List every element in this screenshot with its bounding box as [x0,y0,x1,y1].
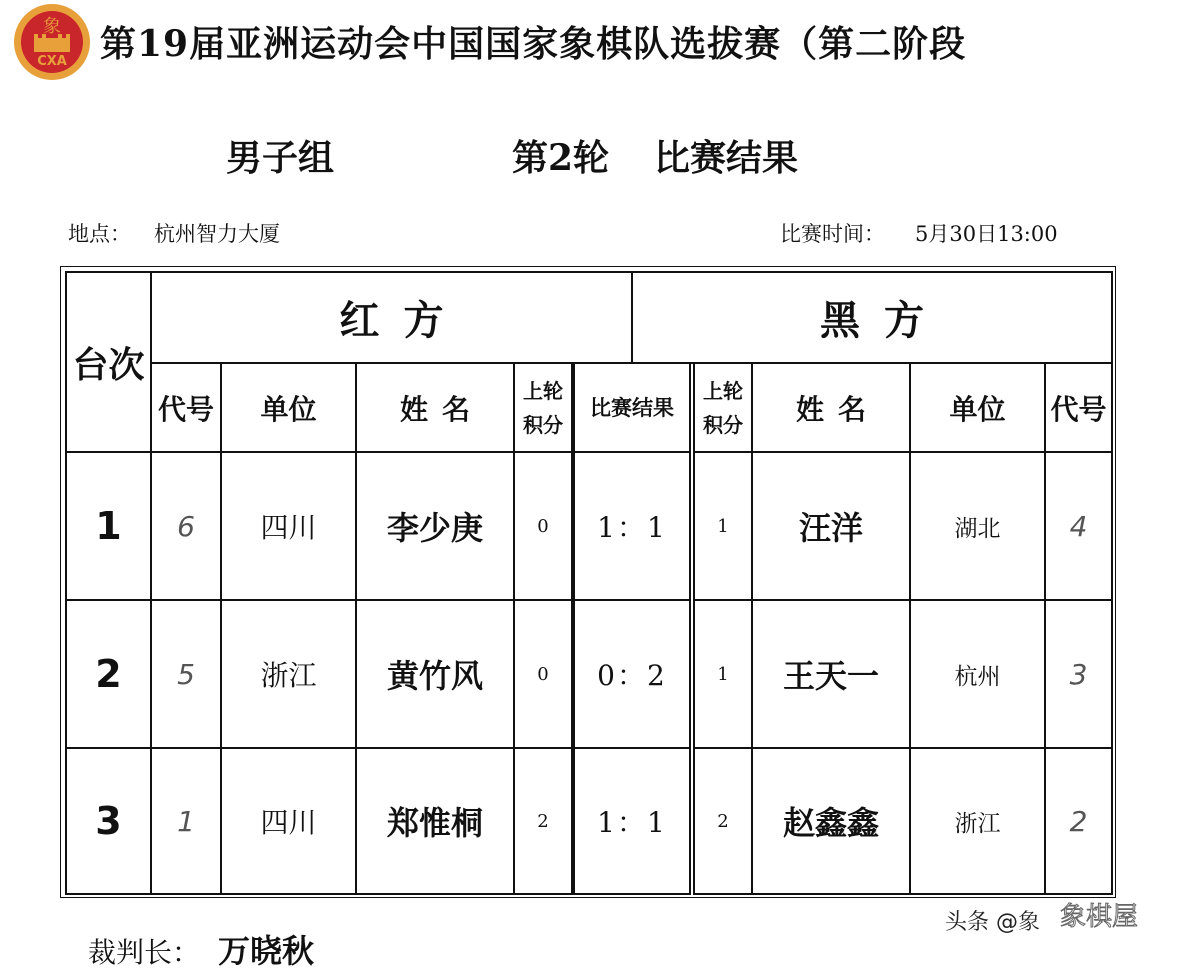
black-prev-points: 1 [693,599,753,749]
board-number: 1 [65,451,152,601]
black-unit: 湖北 [909,451,1046,601]
black-code-header: 代号 [1044,362,1113,453]
round-label: 第2轮 [512,137,610,179]
red-unit: 四川 [220,747,357,895]
black-side-header: 黑方 [631,271,1113,364]
red-side-header: 红方 [150,271,633,364]
board-number: 3 [65,747,152,895]
red-prev-points: 0 [513,599,573,749]
black-name-header: 姓名 [751,362,911,453]
black-player-name: 赵鑫鑫 [751,747,911,895]
referee-line [88,926,314,972]
black-prev-points-header [693,362,753,453]
red-code: 5 [150,599,222,749]
time-label: 比赛时间： [780,222,885,246]
watermark: 头条 @象 [945,910,1040,935]
referee-name: 万晓秋 [218,932,315,970]
red-name-header: 姓名 [355,362,515,453]
red-unit: 四川 [220,451,357,601]
red-prev-points: 2 [513,747,573,895]
venue-value: 杭州智力大厦 [154,222,280,246]
black-player-name: 汪洋 [751,451,911,601]
black-code: 3 [1044,599,1113,749]
prev-points-line1: 上轮 [703,378,743,403]
prev-points-line1: 上轮 [523,378,563,403]
time-value: 5月30日13:00 [915,222,1058,246]
black-unit-header: 单位 [909,362,1046,453]
prev-points-line2: 积分 [703,412,743,437]
board-number: 2 [65,599,152,749]
black-prev-points: 2 [693,747,753,895]
prev-points-line2: 积分 [523,412,563,437]
page-title: 第19届亚洲运动会中国国家象棋队选拔赛（第二阶段 [100,23,967,65]
red-player-name: 黄竹风 [355,599,515,749]
black-player-name: 王天一 [751,599,911,749]
result-header: 比赛结果 [573,362,691,453]
black-unit: 浙江 [909,747,1046,895]
black-code: 2 [1044,747,1113,895]
logo-glyph: 象 [43,16,61,37]
game-result: 1：1 [573,747,691,895]
logo-text: CXA [37,54,67,69]
game-result: 1：1 [573,451,691,601]
red-unit-header: 单位 [220,362,357,453]
game-result: 0：2 [573,599,691,749]
red-code: 1 [150,747,222,895]
red-code: 6 [150,451,222,601]
watermark-logo: 象棋屋 [1060,902,1139,932]
results-table [60,266,1116,898]
black-unit: 杭州 [909,599,1046,749]
group-label: 男子组 [226,137,335,179]
results-label: 比赛结果 [654,137,799,179]
red-unit: 浙江 [220,599,357,749]
referee-label: 裁判长： [88,936,201,969]
black-code: 4 [1044,451,1113,601]
red-prev-points-header [513,362,573,453]
red-player-name: 郑惟桐 [355,747,515,895]
red-code-header: 代号 [150,362,222,453]
cxa-logo [12,2,92,82]
board-header: 台次 [65,271,152,453]
red-prev-points: 0 [513,451,573,601]
venue-label: 地点： [68,222,131,246]
black-prev-points: 1 [693,451,753,601]
red-player-name: 李少庚 [355,451,515,601]
